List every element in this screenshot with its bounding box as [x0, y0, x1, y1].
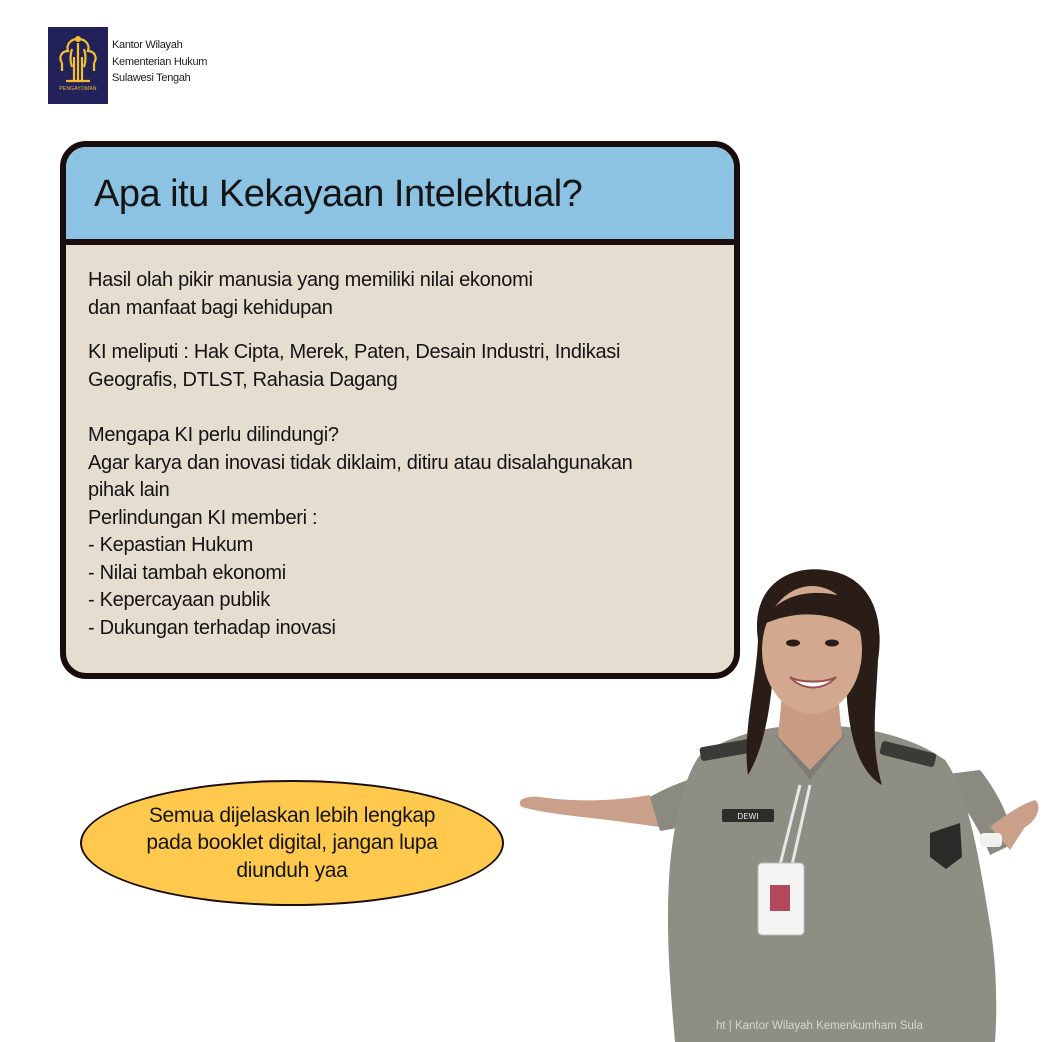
scope-line: Geografis, DTLST, Rahasia Dagang	[88, 368, 398, 391]
org-line: Sulawesi Tengah	[112, 72, 191, 84]
why-answer-line: Agar karya dan inovasi tidak diklaim, ditiru atau disalahgunakan	[88, 451, 633, 474]
speech-bubble	[80, 780, 504, 906]
name-tag-text: DEWI	[737, 812, 759, 821]
uniform-shirt	[668, 725, 996, 1042]
organization-name	[112, 37, 207, 87]
scope-line: KI meliputi : Hak Cipta, Merek, Paten, Desain Industri, Indikasi	[88, 341, 621, 363]
bubble-line: pada booklet digital, jangan lupa	[146, 831, 438, 855]
benefit-item: - Kepastian Hukum	[88, 534, 253, 556]
bubble-line: diunduh yaa	[236, 858, 348, 882]
definition-line: dan manfaat bagi kehidupan	[88, 296, 333, 319]
why-answer-line: pihak lain	[88, 479, 170, 501]
pengayoman-emblem-icon	[48, 27, 108, 87]
card-header	[66, 147, 734, 245]
card-title: Apa itu Kekayaan Intelektual?	[94, 173, 583, 215]
copyright-watermark: ht | Kantor Wilayah Kemenkumham Sula	[716, 1020, 923, 1032]
left-hand	[520, 795, 660, 827]
ministry-logo	[48, 27, 108, 104]
benefits-heading: Perlindungan KI memberi :	[88, 506, 318, 529]
org-line: Kantor Wilayah	[112, 39, 183, 51]
presenter-photo	[510, 565, 1042, 1042]
benefit-item: - Dukungan terhadap inovasi	[88, 616, 336, 639]
benefit-item: - Kepercayaan publik	[88, 589, 270, 611]
why-question: Mengapa KI perlu dilindungi?	[88, 424, 339, 446]
logo-caption: PENGAYOMAN	[59, 86, 97, 92]
id-photo	[770, 885, 790, 911]
wristwatch	[980, 833, 1002, 847]
bubble-line: Semua dijelaskan lebih lengkap	[148, 803, 436, 827]
benefit-item: - Nilai tambah ekonomi	[88, 561, 286, 584]
org-line: Kementerian Hukum	[112, 55, 208, 68]
bubble-text	[122, 802, 462, 885]
definition-line: Hasil olah pikir manusia yang memiliki nilai ekonomi	[88, 269, 533, 291]
